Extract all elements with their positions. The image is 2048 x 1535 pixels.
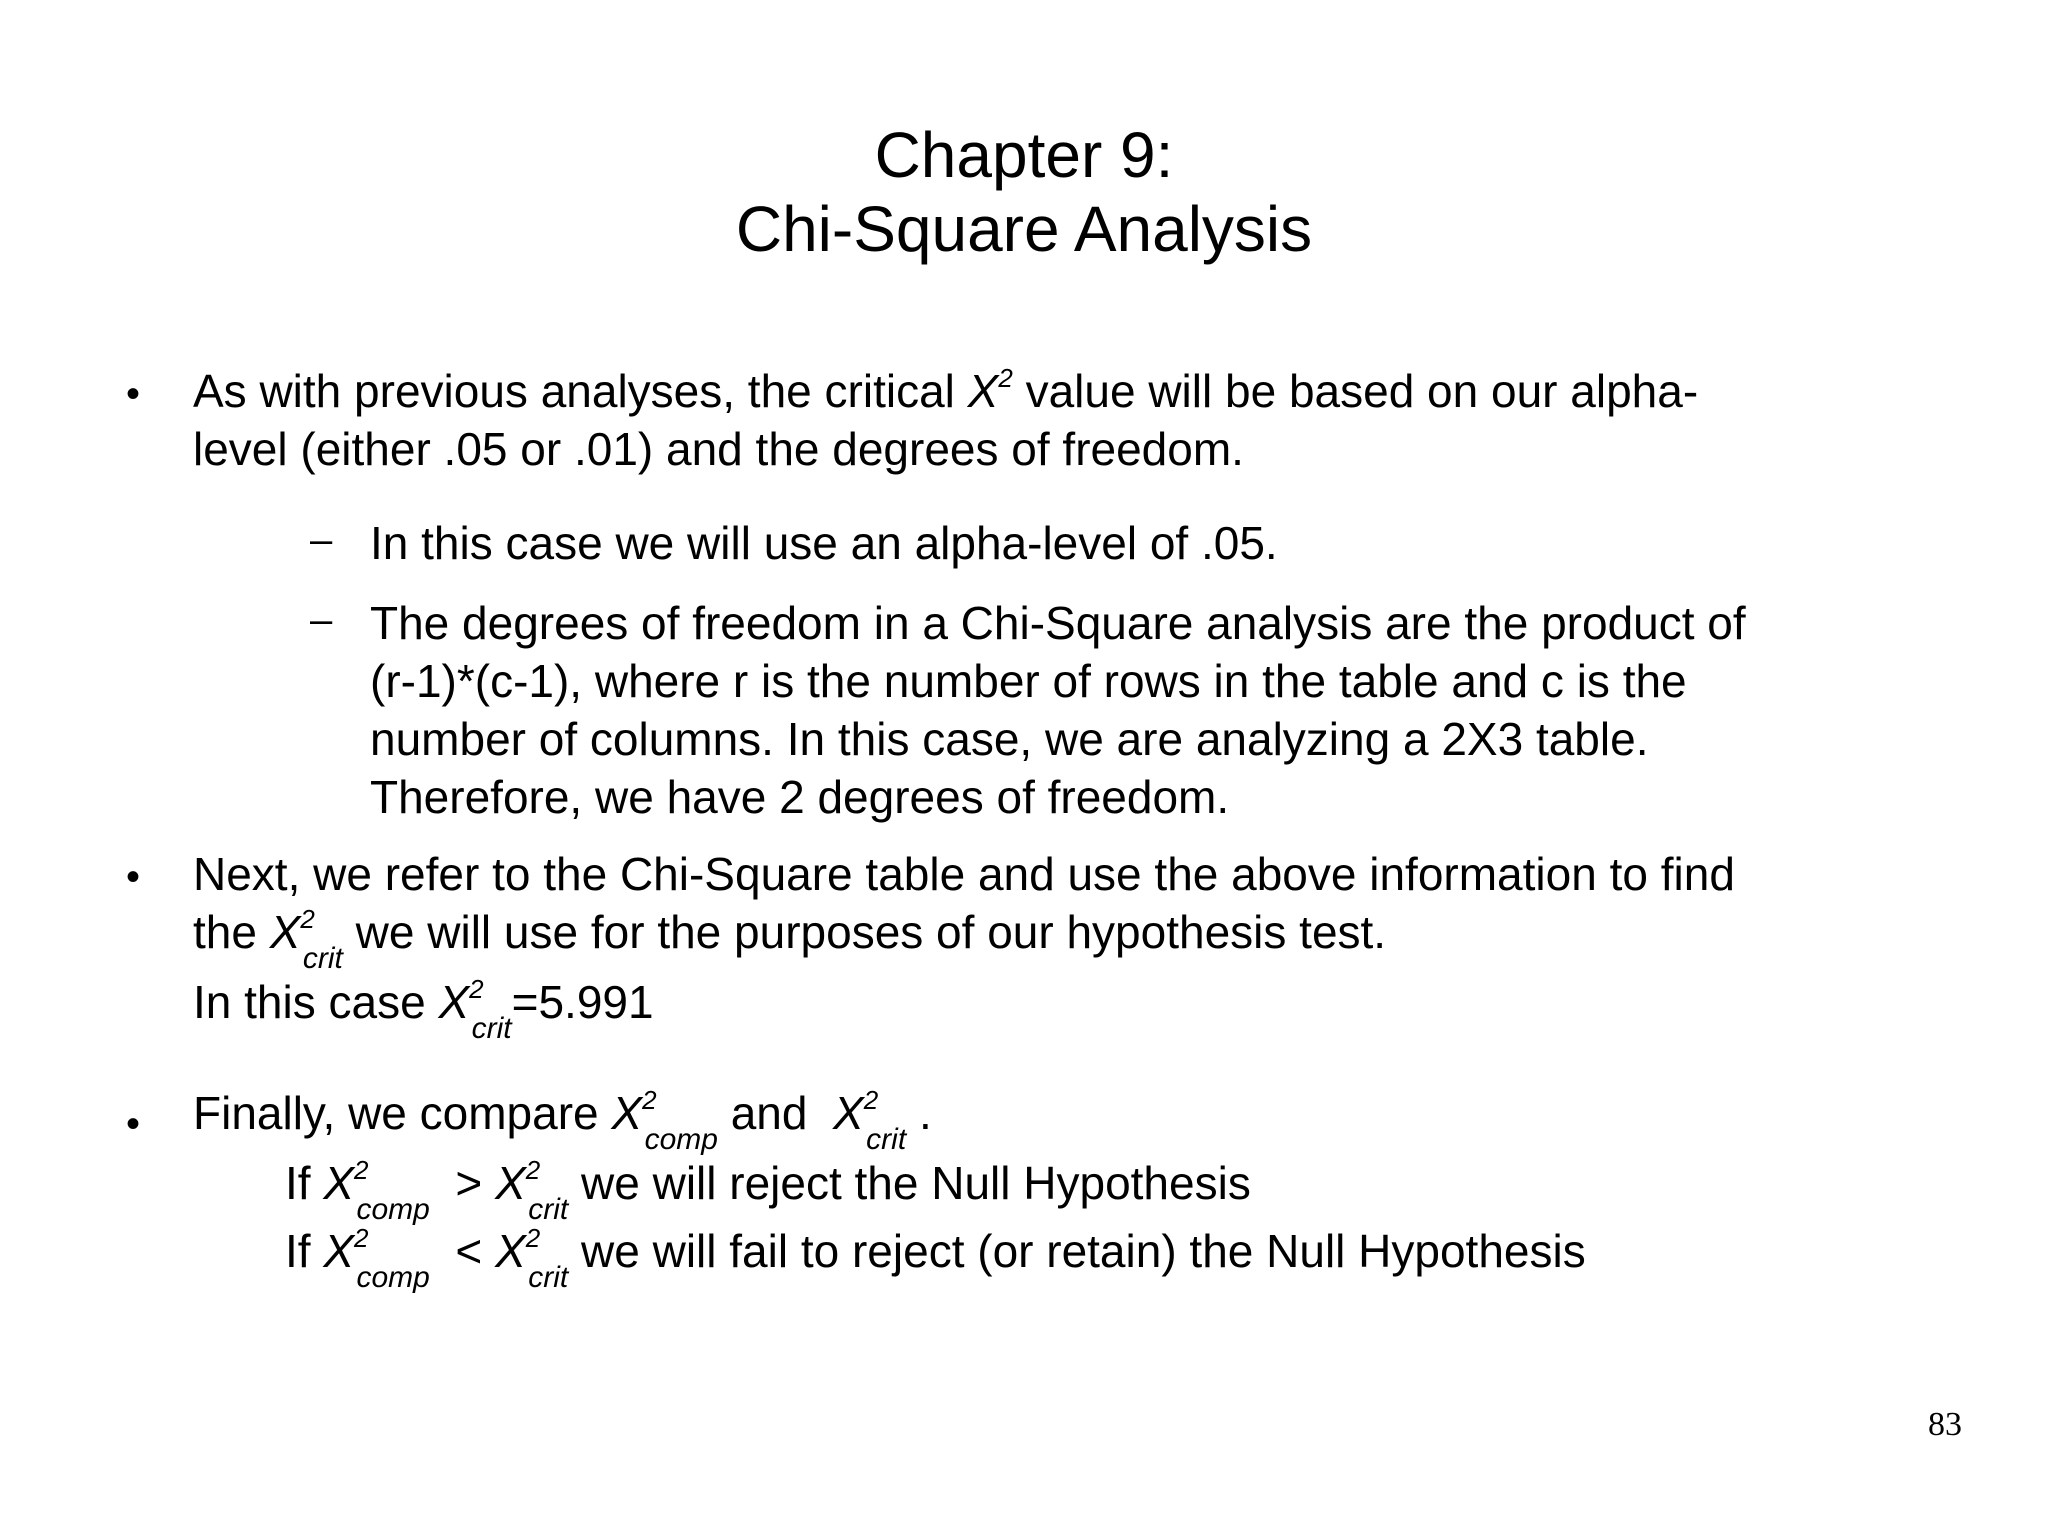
square-superscript: 2 — [354, 1155, 369, 1185]
square-superscript: 2 — [354, 1223, 369, 1253]
crit-subscript: crit — [471, 1012, 512, 1045]
chi-symbol: X — [495, 1225, 526, 1277]
bullet-1-line-1: As with previous analyses, the critical $X^2$ value will be based on our alpha- — [193, 363, 1699, 417]
crit-subscript: crit — [866, 1123, 907, 1156]
bullet-2 — [193, 845, 1973, 1045]
square-superscript: 2 — [998, 363, 1013, 393]
comp-subscript: comp — [356, 1193, 430, 1226]
bullet-1 — [193, 362, 1973, 478]
bullet-2-line-3: In this case $X^2_{crit}=5.991$ — [193, 974, 654, 1045]
chi-symbol: X — [967, 365, 999, 417]
page-number: 83 — [1928, 1406, 1962, 1443]
crit-subscript: crit — [302, 942, 343, 975]
chi-symbol: X — [611, 1087, 643, 1139]
sub-bullet-2-line-1: The degrees of freedom in a Chi-Square analysis are the product of — [370, 597, 1746, 649]
chi-symbol: X — [269, 906, 301, 958]
square-superscript: 2 — [525, 1155, 541, 1185]
square-superscript: 2 — [525, 1223, 541, 1253]
chi-symbol: X — [438, 976, 470, 1028]
square-superscript: 2 — [300, 904, 315, 934]
title-line-2: Chi-Square Analysis — [735, 193, 1313, 265]
chi-symbol: X — [323, 1157, 355, 1209]
condition-reject: If $X^2_{comp} > X^2_{crit}$ we will reject the Null Hypothesis — [285, 1155, 1251, 1226]
sub-bullet-1-text: In this case we will use an alpha-level of .05. — [370, 517, 1278, 569]
crit-subscript: crit — [528, 1193, 569, 1226]
bullet-2-line-1: Next, we refer to the Chi-Square table and use the above information to find — [193, 848, 1735, 900]
dash-marker: – — [310, 518, 333, 562]
chi-symbol: X — [495, 1157, 526, 1209]
bullet-marker: • — [126, 1102, 141, 1146]
chi-symbol: X — [833, 1087, 864, 1139]
sub-bullet-2-line-3: number of columns. In this case, we are analyzing a 2X3 table. — [370, 713, 1649, 765]
sub-bullet-1 — [370, 514, 1970, 572]
title-line-1: Chapter 9: — [874, 119, 1174, 191]
sub-bullet-2-line-4: Therefore, we have 2 degrees of freedom. — [370, 771, 1230, 823]
bullet-3 — [193, 1084, 1973, 1156]
square-superscript: 2 — [642, 1085, 657, 1115]
bullet-2-line-2: the $X^2_{crit}$ we will use for the purposes of our hypothesis test. — [193, 904, 1387, 975]
sub-bullet-2-line-2: (r-1)*(c-1), where r is the number of rows in the table and c is the — [370, 655, 1687, 707]
comp-subscript: comp — [356, 1261, 430, 1294]
crit-subscript: crit — [528, 1261, 569, 1294]
bullet-3-line: Finally, we compare $X^2_{comp}$ and $X^2_{crit}$ . — [193, 1085, 932, 1156]
chi-symbol: X — [323, 1225, 355, 1277]
square-superscript: 2 — [863, 1085, 879, 1115]
bullet-marker: • — [126, 372, 141, 416]
bullet-1-line-2: level (either .05 or .01) and the degrees of freedom. — [193, 423, 1244, 475]
comp-subscript: comp — [644, 1123, 718, 1156]
square-superscript: 2 — [469, 974, 484, 1004]
sub-bullet-2 — [370, 594, 1970, 826]
condition-retain: If $X^2_{comp} < X^2_{crit}$ we will fail to reject (or retain) the Null Hypothesis — [285, 1223, 1586, 1294]
slide-title — [0, 118, 2048, 266]
dash-marker: – — [310, 598, 333, 642]
bullet-marker: • — [126, 855, 141, 899]
